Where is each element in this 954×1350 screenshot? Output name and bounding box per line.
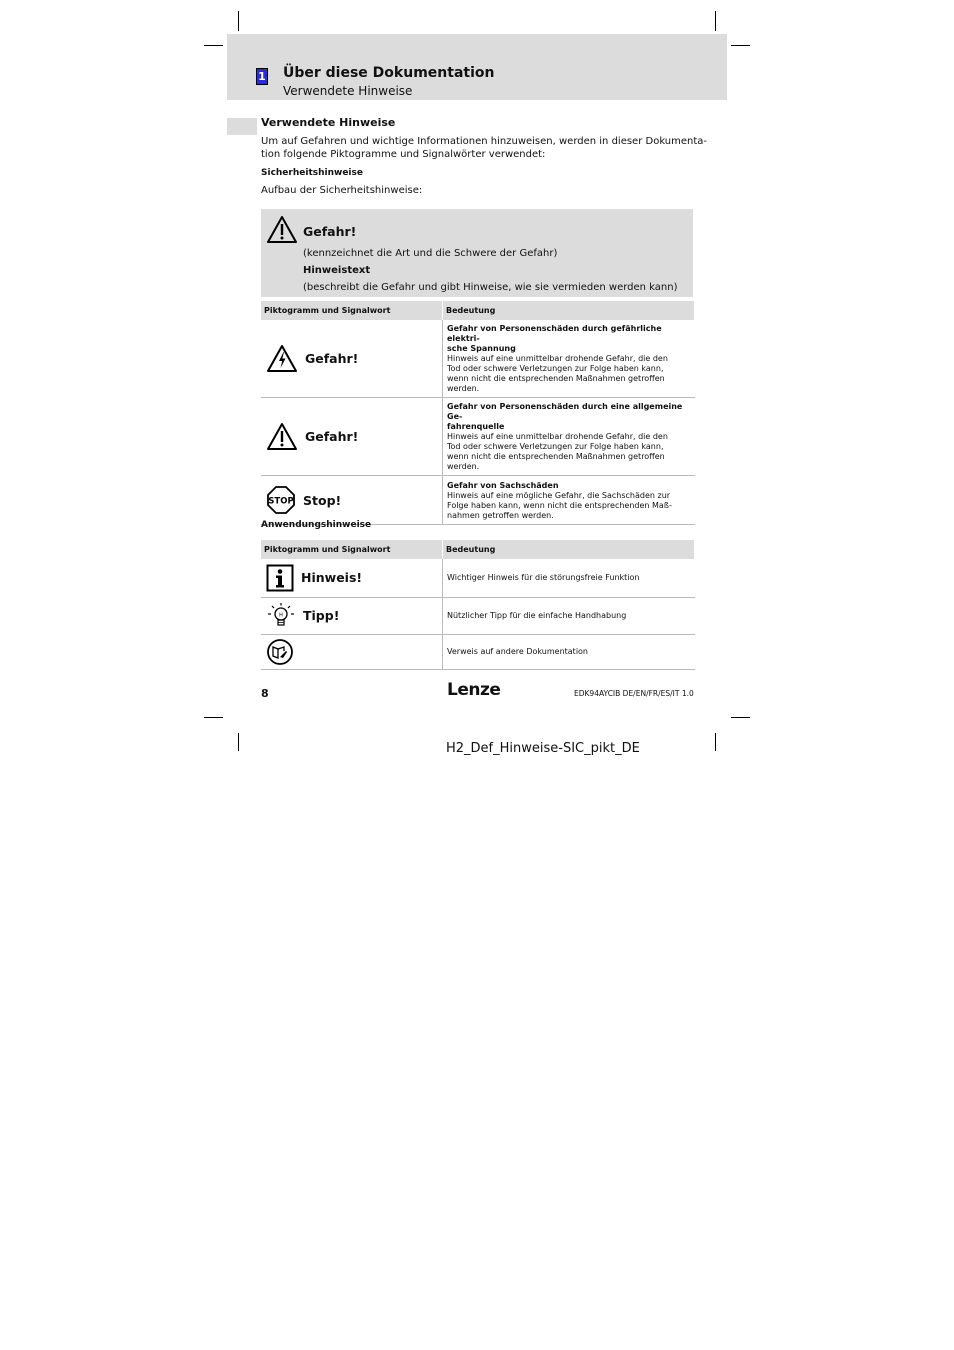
chapter-subtitle: Verwendete Hinweise [283, 84, 413, 98]
meaning-cell: Verweis auf andere Dokumentation [443, 634, 695, 669]
warning-structure-box [261, 209, 693, 297]
reference-icon [266, 638, 294, 666]
crop-mark [204, 45, 223, 46]
signal-word: Gefahr! [305, 429, 359, 444]
column-header: Bedeutung [443, 540, 695, 559]
section-title: Verwendete Hinweise [261, 116, 396, 129]
safety-table [261, 301, 695, 525]
table-row: Gefahr! Gefahr von Personenschäden durch eine allgemeine Ge- fahrenquelle Hinweis auf eine unmittelbar drohende Gefahr, die den Tod oder schwere Verletzungen zur Folge haben kann, wenn nicht die entsprechenden Maßnahmen getroffen werden. [261, 398, 695, 476]
crop-mark [731, 717, 750, 718]
lenze-logo: Lenze [447, 680, 501, 700]
signal-word: Hinweis! [301, 570, 363, 586]
lightbulb-icon [266, 601, 296, 631]
box-line2: Hinweistext [303, 265, 371, 276]
crop-mark [715, 733, 716, 751]
column-header: Piktogramm und Signalwort [261, 540, 443, 559]
info-icon [266, 564, 294, 592]
box-line3: (beschreibt die Gefahr und gibt Hinweise, wie sie vermieden werden kann) [303, 282, 678, 293]
stop-icon [266, 485, 296, 515]
table-row [261, 559, 695, 597]
meaning-cell: Wichtiger Hinweis für die störungsfreie Funktion [443, 559, 695, 597]
box-line1: (kennzeichnet die Art und die Schwere der Gefahr) [303, 248, 558, 259]
crop-mark [238, 11, 239, 31]
chapter-number: 1 [256, 68, 268, 85]
column-header: Bedeutung [443, 301, 695, 320]
svg-text:H: H [279, 612, 283, 618]
table-row [261, 634, 695, 669]
general-hazard-icon [266, 422, 298, 451]
meaning-cell: Nützlicher Tipp für die einfache Handhabung [443, 597, 695, 634]
table-row: STOP Stop! Gefahr von Sachschäden Hinweis auf eine mögliche Gefahr, die Sachschäden zur Folge haben kann, wenn nicht die entsprechenden Maß- nahmen getroffen werden. [261, 476, 695, 525]
table-row: Gefahr! Gefahr von Personenschäden durch gefährliche elektri- sche Spannung Hinweis auf eine unmittelbar drohende Gefahr, die den Tod oder schwere Verletzungen zur Folge haben kann, wenn nicht die entsprechenden Maßnahmen getroffen werden. [261, 320, 695, 398]
table-header-row [261, 301, 695, 320]
general-hazard-icon [266, 215, 298, 244]
table-row [261, 597, 695, 634]
signal-word: Stop! [303, 492, 342, 508]
application-heading: Anwendungshinweise [261, 520, 372, 530]
application-table [261, 540, 695, 670]
safety-structure-text: Aufbau der Sicherheitshinweise: [261, 185, 423, 196]
safety-heading: Sicherheitshinweise [261, 168, 363, 178]
box-signal-word: Gefahr! [303, 224, 357, 239]
svg-text:STOP: STOP [268, 496, 294, 507]
crop-mark [715, 11, 716, 31]
file-name: H2_Def_Hinweise-SIC_pikt_DE [446, 741, 640, 756]
signal-word: Gefahr! [305, 351, 359, 366]
crop-mark [238, 733, 239, 751]
chapter-title: Über diese Dokumentation [283, 65, 495, 81]
crop-mark [204, 717, 223, 718]
side-tab [227, 118, 257, 135]
page-number: 8 [261, 687, 269, 700]
crop-mark [731, 45, 750, 46]
column-header: Piktogramm und Signalwort [261, 301, 443, 320]
document-code: EDK94AYCIB DE/EN/FR/ES/IT 1.0 [574, 689, 694, 698]
intro-text: Um auf Gefahren und wichtige Informationen hinzuweisen, werden in dieser Dokumenta- tion folgende Piktogramme und Signalwörter verwendet: [261, 136, 708, 160]
signal-word: Tipp! [303, 608, 340, 623]
table-header-row [261, 540, 695, 559]
electric-hazard-icon [266, 344, 298, 373]
